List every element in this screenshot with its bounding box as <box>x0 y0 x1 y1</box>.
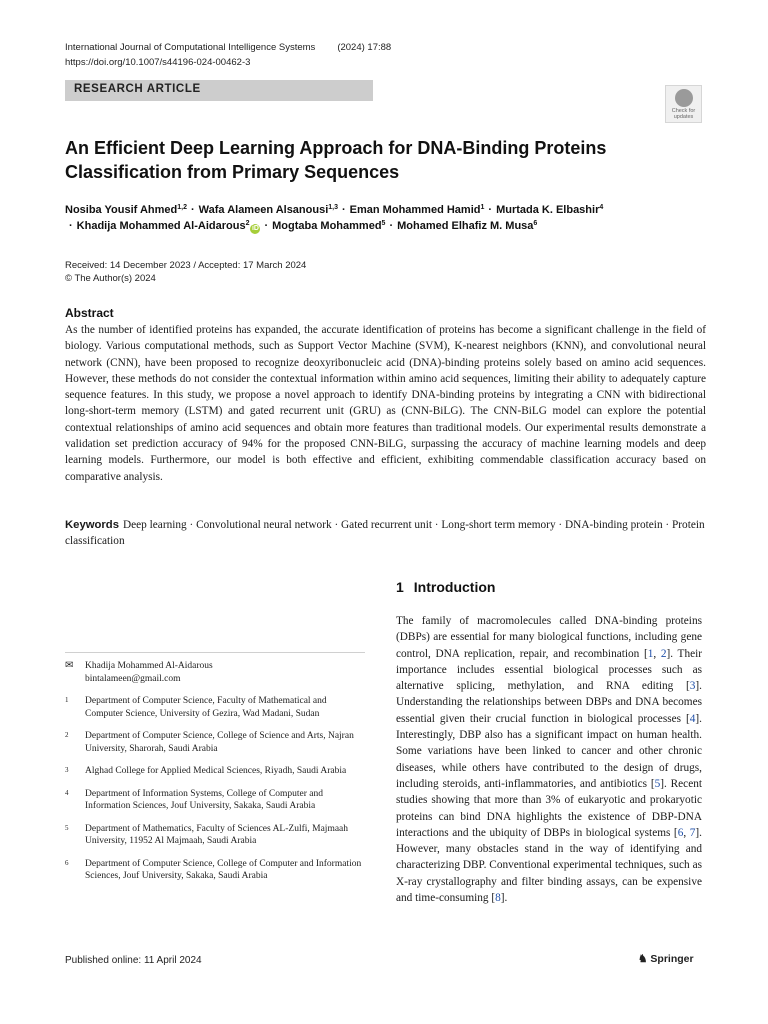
orcid-icon[interactable]: iD <box>251 225 259 232</box>
author-name[interactable] <box>77 220 261 232</box>
author-name[interactable] <box>496 204 603 216</box>
author-list <box>65 202 705 234</box>
received-accepted-dates: Received: 14 December 2023 / Accepted: 17 March 2024 <box>65 260 307 271</box>
author-name[interactable] <box>199 204 338 216</box>
journal-header <box>65 40 391 70</box>
article-type-label: RESEARCH ARTICLE <box>74 83 201 95</box>
introduction-text-segment: The family of macromolecules called DNA-binding proteins (DBPs) are essential for many biological functions, including gene control, DNA replication, repair, and recombination [ <box>396 615 702 660</box>
author-separator: · <box>488 204 493 216</box>
introduction-text-segment: ]. Interestingly, DBP also has a significant impact on human health. Some variations have been linked to cancer and other chronic diseases, while others have contributed to the design of drugs, including steroids, anti-inflammatories, and antibiotics [ <box>396 712 702 790</box>
author-name[interactable] <box>397 220 537 232</box>
article-dates <box>65 259 306 285</box>
paper-title: An Efficient Deep Learning Approach for DNA-Binding Proteins Classification from Primary Sequences <box>65 138 607 182</box>
article-type-banner <box>65 80 373 101</box>
citation-link[interactable]: 3 <box>689 680 696 693</box>
check-updates-label: Check for updates <box>671 108 696 120</box>
affiliation-list <box>65 695 365 883</box>
affiliation-text: Department of Information Systems, College of Computer and Information Sciences, Jouf University, Sakaka, Saudi Arabia <box>85 788 323 811</box>
author-separator: · <box>389 220 394 232</box>
section-title: Introduction <box>413 579 496 595</box>
introduction-text-segment: ]. Their importance includes essential biological processes such as alternative splicing, methylation, and RNA editing [ <box>396 647 703 693</box>
affiliation-number: 6 <box>65 858 69 867</box>
author-affiliation-marker: 5 <box>381 220 386 227</box>
author-affiliation-marker: 1,2 <box>177 204 187 211</box>
author-separator: · <box>342 204 346 216</box>
introduction-text <box>396 613 702 906</box>
author-affiliation-marker: 2 <box>245 220 250 227</box>
affiliation-number: 2 <box>65 731 69 739</box>
author-name-text: Eman Mohammed Hamid <box>349 204 481 216</box>
check-for-updates-button[interactable] <box>665 85 702 123</box>
affiliation-text: Department of Computer Science, College of Computer and Information Sciences, Jouf University, Sakaka, Saudi Arabia <box>85 858 362 881</box>
author-name-text: Mogtaba Mohammed <box>272 220 382 232</box>
publisher-name: Springer <box>650 953 694 965</box>
author-separator: · <box>264 220 269 232</box>
keywords-text: Deep learning · Convolutional neural network · Gated recurrent unit · Long-short term memory · DNA-binding protein · Protein classification <box>65 519 705 548</box>
citation-link[interactable]: 2 <box>660 647 667 660</box>
introduction-text-segment: , <box>653 647 661 660</box>
published-date: Published online: 11 April 2024 <box>65 955 202 966</box>
introduction-text-segment: ]. However, many obstacles stand in the way of identifying and characterizing DBP. Conventional experimental techniques, such as X-ray crystallography and filter binding assays, can be expensive and time-consuming [ <box>396 826 702 905</box>
citation-link[interactable]: 8 <box>495 892 501 905</box>
footnote-divider <box>65 652 365 653</box>
author-name-text: Nosiba Yousif Ahmed <box>65 204 178 216</box>
author-name[interactable] <box>65 204 187 216</box>
affiliation-number: 4 <box>65 788 69 797</box>
author-name[interactable] <box>272 220 385 232</box>
introduction-text-segment: , <box>683 826 690 839</box>
author-affiliation-marker: 1,3 <box>328 204 338 211</box>
section-number: 1 <box>396 579 404 595</box>
citation-link[interactable]: 7 <box>689 826 696 839</box>
affiliation-item <box>65 765 365 778</box>
affiliation-item <box>65 730 365 755</box>
author-name-text: Murtada K. Elbashir <box>496 204 600 216</box>
affiliation-item <box>65 858 365 883</box>
author-separator: · <box>191 204 195 216</box>
introduction-text-segment: ]. Recent studies showing that more than 3% of eukaryotic and prokaryotic proteins can bind DNA highlights the existence of DBP-DNA interactions and the ubiquity of DBPs in biological systems [ <box>396 777 702 839</box>
abstract-text: As the number of identified proteins has expanded, the accurate identification of proteins has become a significant challenge in the field of biology. Various computational methods, such as Support Vector Machine (SVM), K-nearest neighbors (KNN), and convolutional neural network (CNN), have been proposed to recognize deoxyribonucleic acid (DNA)-binding proteins solely based on amino acid sequences. However, these methods do not consider the contextual information within amino acid sequences, limiting their ability to adequately capture sequence features. In this study, we propose a novel approach to identify DNA-binding proteins by integrating a CNN with bidirectional long-short-term memory (LSTM) and gated recurrent unit (GRU) as (CNN-BiLG). The CNN-BiLG model can explore the potential contextual relationships of amino acid sequences and obtain more features than traditional models. Our experimental results demonstrate a validation set prediction accuracy of 94% for the proposed CNN-BiLG, surpassing the accuracy of machine learning models and deep learning models. Furthermore, our model is both effective and efficient, exhibiting commendable classification accuracy based on comparative analysis. <box>65 324 706 483</box>
citation-link[interactable]: 6 <box>677 826 684 839</box>
citation-link[interactable]: 5 <box>654 777 661 790</box>
publisher-logo <box>638 953 694 965</box>
correspondence <box>65 660 365 685</box>
check-updates-icon <box>675 89 693 107</box>
copyright-notice: © The Author(s) 2024 <box>65 273 156 284</box>
doi-link[interactable]: https://doi.org/10.1007/s44196-024-00462-3 <box>65 57 251 68</box>
affiliation-item <box>65 695 365 720</box>
affiliation-number: 1 <box>65 696 69 704</box>
corresponding-author: Khadija Mohammed Al-Aidarous <box>85 661 213 671</box>
author-affiliation-marker: 4 <box>599 204 604 211</box>
affiliation-text: Department of Computer Science, College of Science and Arts, Najran University, Sharorah, Saudi Arabia <box>85 731 354 754</box>
envelope-icon: ✉ <box>65 660 74 671</box>
affiliation-number: 5 <box>65 823 69 832</box>
author-name-text: Mohamed Elhafiz M. Musa <box>397 220 534 232</box>
corresponding-email[interactable]: bintalameen@gmail.com <box>85 673 181 684</box>
section-heading-introduction <box>396 579 495 595</box>
affiliation-number: 3 <box>65 766 69 774</box>
affiliation-item <box>65 788 365 813</box>
author-name[interactable] <box>350 204 485 216</box>
affiliation-text: Department of Computer Science, Faculty of Mathematical and Computer Science, University of Gezira, Wad Madani, Sudan <box>85 696 327 719</box>
affiliation-text: Department of Mathematics, Faculty of Sciences AL-Zulfi, Majmaah University, 11952 Al Majmaah, Saudi Arabia <box>85 823 349 846</box>
introduction-text-segment: ]. <box>500 892 508 905</box>
author-footnotes <box>65 660 365 883</box>
affiliation-text: Alghad College for Applied Medical Sciences, Riyadh, Saudi Arabia <box>85 766 347 776</box>
citation-link[interactable]: 4 <box>689 712 696 725</box>
keywords <box>65 517 706 550</box>
introduction-text-segment: ]. Understanding the relationships between DBPs and DNA becomes essential given their crucial function in biological processes [ <box>396 680 702 725</box>
author-separator: · <box>69 220 73 232</box>
author-name-text: Wafa Alameen Alsanousi <box>198 204 329 216</box>
author-name-text: Khadija Mohammed Al-Aidarous <box>76 220 246 232</box>
abstract-heading: Abstract <box>65 306 114 320</box>
citation-link[interactable]: 1 <box>647 647 654 660</box>
journal-name: International Journal of Computational Intelligence Systems <box>65 42 316 53</box>
journal-volume: (2024) 17:88 <box>337 42 392 53</box>
author-affiliation-marker: 1 <box>480 204 485 211</box>
affiliation-item <box>65 823 365 848</box>
springer-horse-icon: ♞ <box>638 953 648 965</box>
author-affiliation-marker: 6 <box>533 220 538 227</box>
keywords-label: Keywords <box>65 519 119 531</box>
